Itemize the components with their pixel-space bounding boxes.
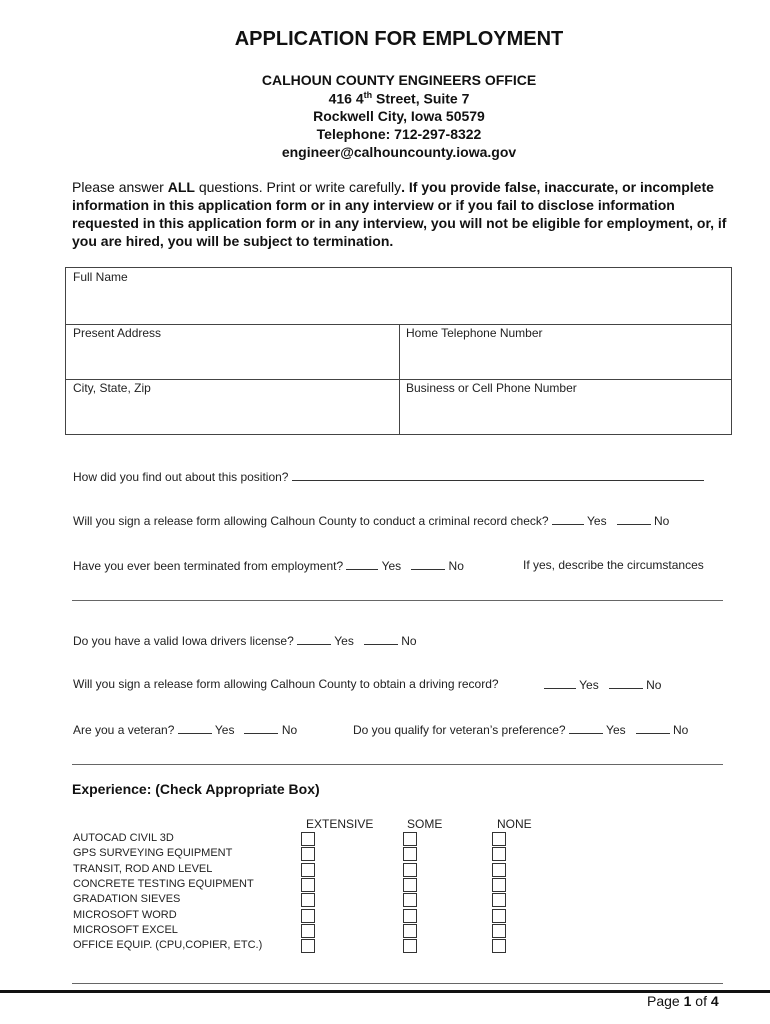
skill-label: GPS SURVEYING EQUIPMENT — [73, 847, 233, 859]
checkbox-some[interactable] — [403, 863, 417, 877]
full-name-label: Full Name — [73, 270, 128, 284]
circumstances-line[interactable] — [72, 600, 723, 601]
skill-label: AUTOCAD CIVIL 3D — [73, 832, 174, 844]
driving-yes-blank[interactable] — [544, 677, 576, 689]
veteran-yes-blank[interactable] — [178, 722, 212, 734]
checkbox-none[interactable] — [492, 893, 506, 907]
driving-no-blank[interactable] — [609, 677, 643, 689]
pref-yes-blank[interactable] — [569, 722, 603, 734]
contact-info-grid — [65, 267, 732, 435]
home-phone-label: Home Telephone Number — [406, 326, 543, 340]
criminal-yes-blank[interactable] — [552, 513, 584, 525]
skill-label: MICROSOFT WORD — [73, 909, 177, 921]
checkbox-extensive[interactable] — [301, 924, 315, 938]
checkbox-extensive[interactable] — [301, 878, 315, 892]
col-none: NONE — [497, 817, 532, 831]
driving-record-question: Will you sign a release form allowing Calhoun County to obtain a driving record? — [73, 677, 499, 691]
instructions-paragraph: Please answer ALL questions. Print or write carefully. If you provide false, inaccurate, or incomplete information in this application form or in any interview or if you fail to disclose information requested in this application form or in any interview, you will not be eligible for employment, or, if you are hired, you will be subject to termination. — [72, 179, 727, 249]
page-number: Page 1 of 4 — [647, 993, 719, 1009]
license-no-blank[interactable] — [364, 633, 398, 645]
checkbox-some[interactable] — [403, 909, 417, 923]
checkbox-none[interactable] — [492, 863, 506, 877]
office-name: CALHOUN COUNTY ENGINEERS OFFICE — [261, 72, 537, 88]
checkbox-none[interactable] — [492, 847, 506, 861]
experience-title: Experience: (Check Appropriate Box) — [72, 781, 320, 797]
checkbox-none[interactable] — [492, 909, 506, 923]
driving-record-answers: Yes No — [544, 677, 661, 692]
veteran-no-blank[interactable] — [244, 722, 278, 734]
page-title: APPLICATION FOR EMPLOYMENT — [234, 28, 564, 50]
skill-label: MICROSOFT EXCEL — [73, 924, 178, 936]
skill-label: TRANSIT, ROD AND LEVEL — [73, 863, 213, 875]
office-email: engineer@calhouncounty.iowa.gov — [281, 144, 517, 160]
terminated-yes-blank[interactable] — [346, 558, 378, 570]
checkbox-some[interactable] — [403, 939, 417, 953]
city-state-zip-label: City, State, Zip — [73, 381, 151, 395]
checkbox-none[interactable] — [492, 832, 506, 846]
checkbox-some[interactable] — [403, 893, 417, 907]
if-yes-label: If yes, describe the circumstances — [523, 558, 704, 572]
checkbox-none[interactable] — [492, 878, 506, 892]
present-address-label: Present Address — [73, 326, 162, 340]
checkbox-extensive[interactable] — [301, 863, 315, 877]
office-street: 416 4th Street, Suite 7 — [328, 90, 470, 107]
checkbox-none[interactable] — [492, 924, 506, 938]
checkbox-extensive[interactable] — [301, 832, 315, 846]
checkbox-extensive[interactable] — [301, 893, 315, 907]
checkbox-some[interactable] — [403, 847, 417, 861]
veteran-question: Are you a veteran? Yes No — [73, 723, 298, 737]
pref-no-blank[interactable] — [636, 722, 670, 734]
checkbox-some[interactable] — [403, 924, 417, 938]
criminal-check-question: Will you sign a release form allowing Calhoun County to conduct a criminal record check? Yes No — [73, 514, 670, 528]
veteran-pref-question: Do you qualify for veteran’s preference? Yes No — [353, 723, 689, 737]
drivers-license-question: Do you have a valid Iowa drivers license? Yes No — [73, 634, 417, 648]
checkbox-some[interactable] — [403, 878, 417, 892]
business-phone-label: Business or Cell Phone Number — [406, 381, 577, 395]
checkbox-extensive[interactable] — [301, 939, 315, 953]
terminated-no-blank[interactable] — [411, 558, 445, 570]
how-find-blank[interactable] — [292, 469, 704, 481]
how-find-question: How did you find out about this position? — [73, 469, 704, 484]
col-some: SOME — [407, 817, 443, 831]
skill-label: OFFICE EQUIP. (CPU,COPIER, ETC.) — [73, 939, 263, 951]
office-telephone: Telephone: 712-297-8322 — [316, 126, 482, 142]
terminated-question: Have you ever been terminated from employment? Yes No — [73, 559, 464, 573]
criminal-no-blank[interactable] — [617, 513, 651, 525]
skill-label: CONCRETE TESTING EQUIPMENT — [73, 878, 254, 890]
skill-label: GRADATION SIEVES — [73, 893, 181, 905]
separator-line — [72, 764, 723, 765]
checkbox-extensive[interactable] — [301, 909, 315, 923]
checkbox-extensive[interactable] — [301, 847, 315, 861]
col-extensive: EXTENSIVE — [306, 817, 374, 831]
separator-line — [72, 983, 723, 984]
checkbox-none[interactable] — [492, 939, 506, 953]
checkbox-some[interactable] — [403, 832, 417, 846]
office-city: Rockwell City, Iowa 50579 — [313, 108, 485, 124]
license-yes-blank[interactable] — [297, 633, 331, 645]
